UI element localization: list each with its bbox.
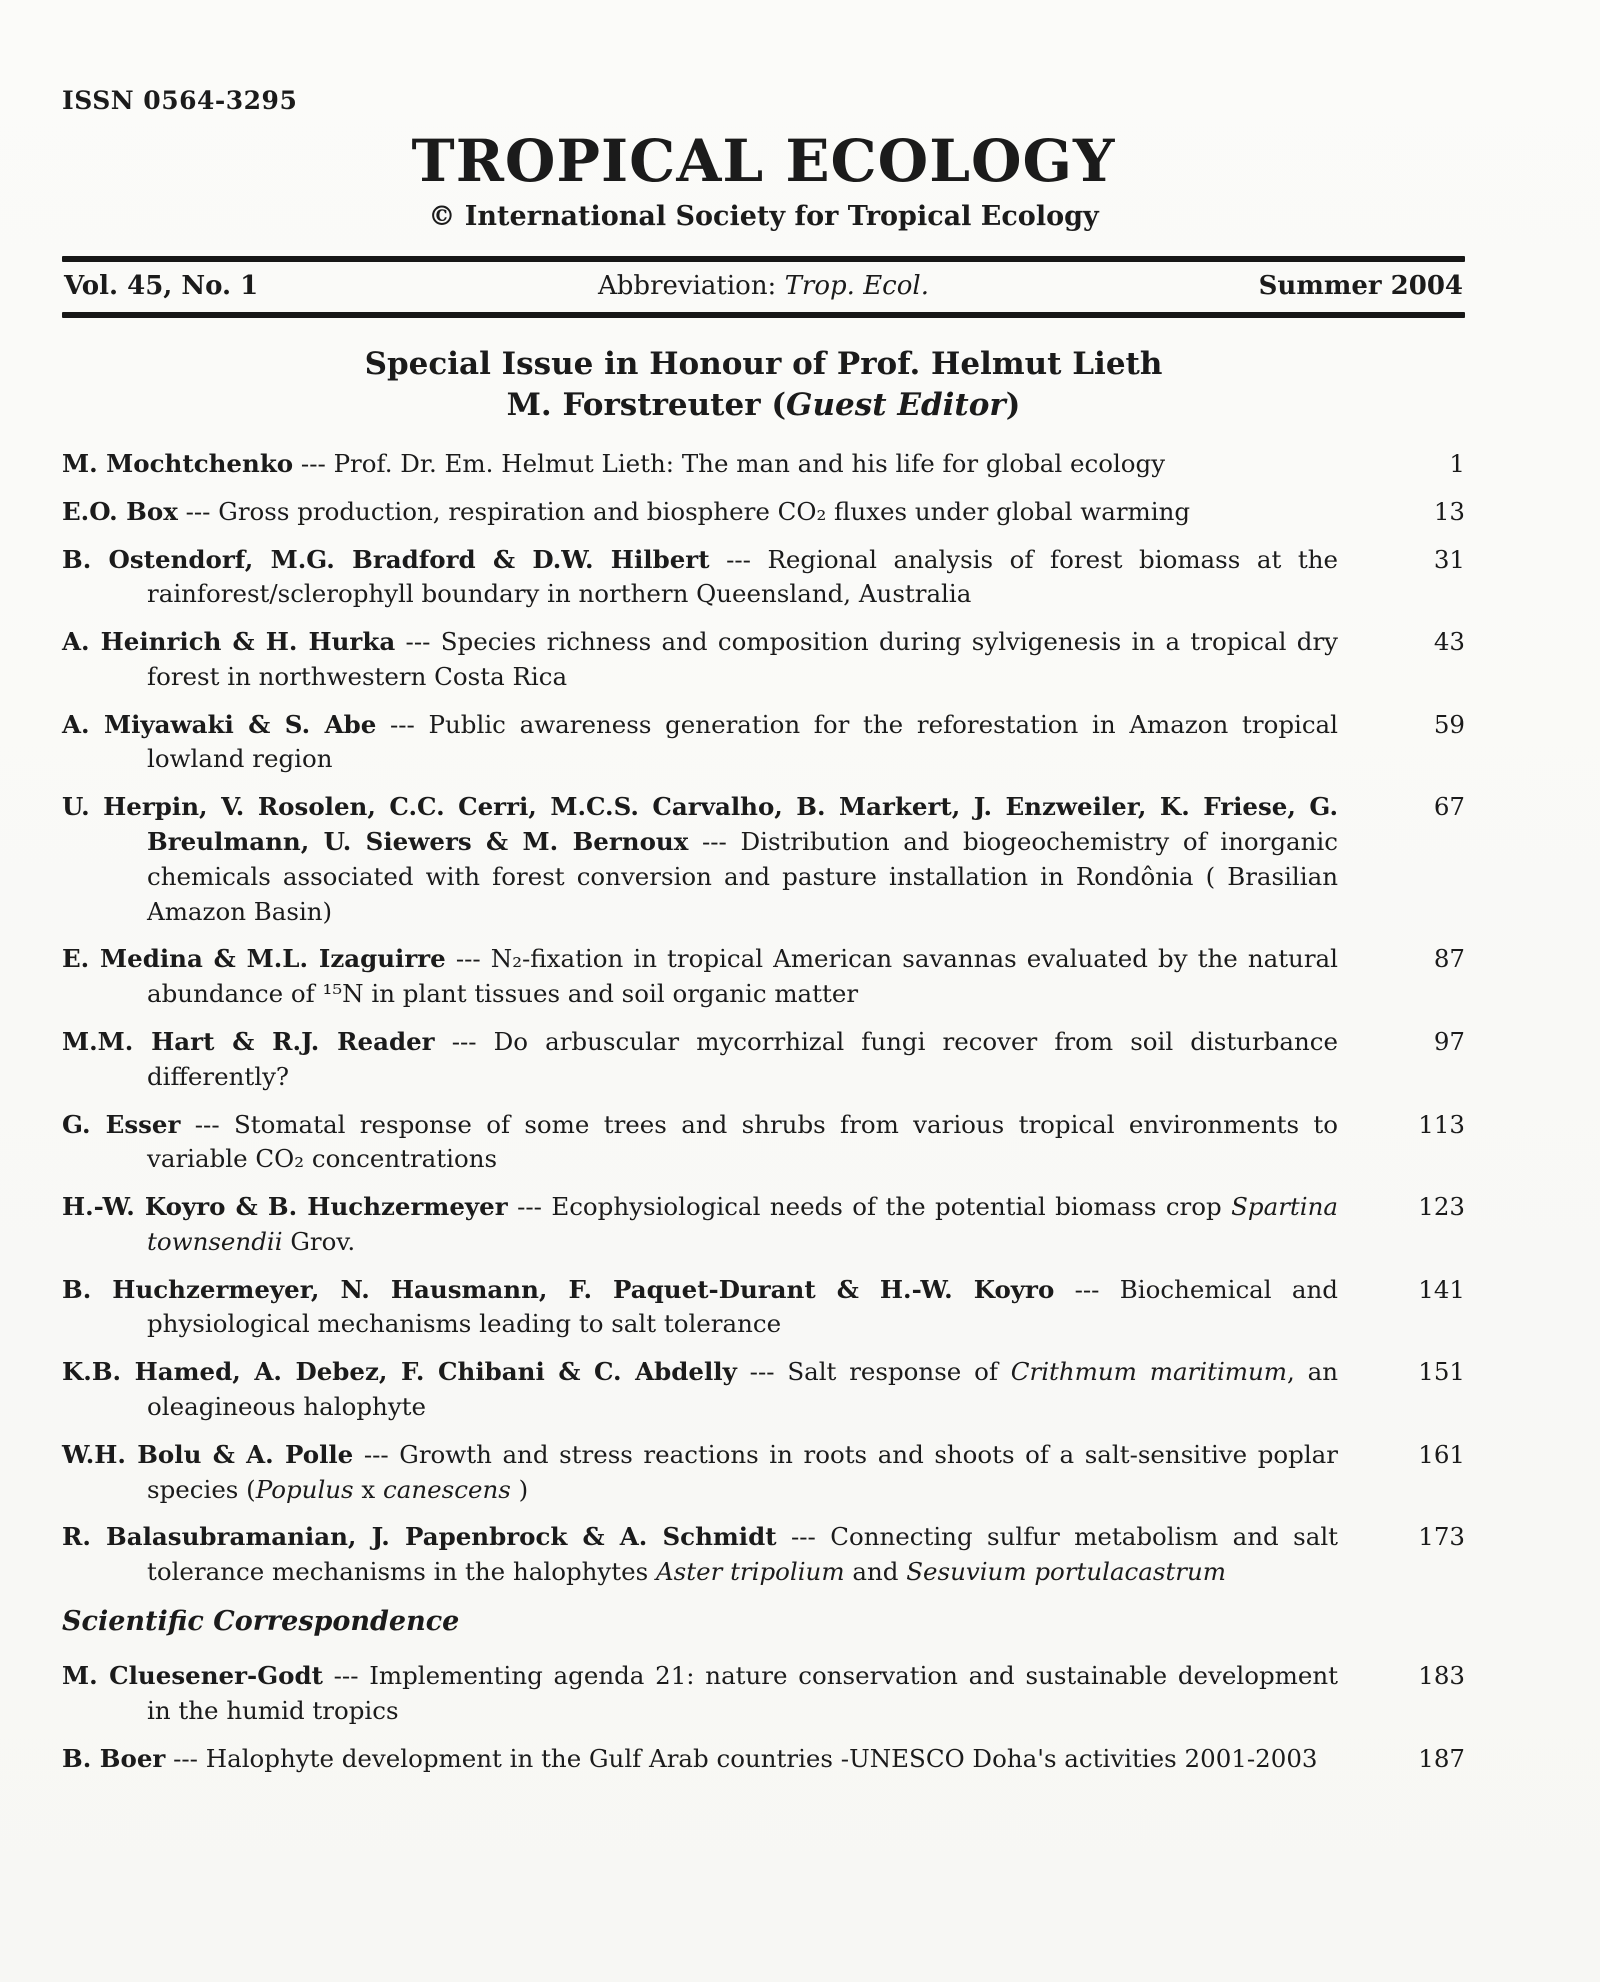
entry-authors: E.O. Box (62, 496, 178, 526)
volume-number: Vol. 45, No. 1 (64, 271, 259, 301)
entry-text (62, 1438, 1338, 1508)
entry-separator: --- (165, 1743, 206, 1773)
entry-authors: M. Mochtchenko (62, 449, 294, 478)
toc-entry (62, 942, 1465, 1012)
entry-text (62, 1108, 1338, 1178)
entry-text (62, 1659, 1338, 1729)
toc-entry (62, 1520, 1465, 1590)
entry-page-number: 123 (1418, 1192, 1465, 1222)
entry-authors: H.-W. Koyro & B. Huchzermeyer (62, 1192, 508, 1222)
entry-title: Distribution and biogeochemistry of inorganic chemicals associated with forest conversion and pasture installation in Rondônia ( Brasilian Amazon Basin) (147, 827, 1338, 926)
entry-page-number: 183 (1418, 1661, 1465, 1691)
entry-page-number: 1 (1449, 449, 1465, 478)
entry-page-number: 87 (1433, 944, 1465, 974)
entry-text (62, 708, 1338, 778)
toc-entry (62, 447, 1465, 482)
entry-title: Salt response of Crithmum maritimum, an oleagineous halophyte (147, 1357, 1339, 1421)
entry-title: Ecophysiological needs of the potential biomass crop Spartina townsendii Grov. (147, 1192, 1338, 1256)
entry-separator: --- (1054, 1274, 1120, 1304)
entry-title: N₂-fixation in tropical American savannas evaluated by the natural abundance of ¹⁵N in plant tissues and soil organic matter (147, 944, 1338, 1009)
correspondence-list (62, 1659, 1465, 1776)
entry-text (62, 495, 1338, 530)
entry-authors: A. Miyawaki & S. Abe (62, 709, 377, 739)
entry-text (62, 942, 1338, 1012)
entry-title: Growth and stress reactions in roots and shoots of a salt-sensitive poplar species (Populus x canescens ) (147, 1439, 1338, 1504)
entry-title: Implementing agenda 21: nature conservation and sustainable development in the humid tropics (147, 1661, 1338, 1725)
entry-separator: --- (353, 1439, 400, 1469)
toc-entry (62, 1438, 1465, 1508)
issue-info-bar (62, 262, 1465, 312)
entry-title: Connecting sulfur metabolism and salt tolerance mechanisms in the halophytes Aster tripolium and Sesuvium portulacastrum (147, 1522, 1338, 1587)
toc-entry (62, 1659, 1465, 1729)
entry-page-number: 173 (1418, 1522, 1465, 1552)
entry-title: Biochemical and physiological mechanisms leading to salt tolerance (147, 1274, 1338, 1339)
entry-title: Stomatal response of some trees and shrubs from various tropical environments to variable CO₂ concentrations (147, 1109, 1338, 1174)
toc-entry (62, 543, 1465, 613)
toc-entry (62, 1025, 1465, 1095)
issn-label: ISSN 0564-3295 (62, 86, 298, 115)
entry-authors: G. Esser (62, 1109, 181, 1139)
entry-authors: B. Huchzermeyer, N. Hausmann, F. Paquet-Durant & H.-W. Koyro (62, 1274, 1055, 1304)
entry-title: Prof. Dr. Em. Helmut Lieth: The man and his life for global ecology (333, 449, 1166, 478)
toc-entry (62, 625, 1465, 695)
entry-text (62, 625, 1338, 695)
toc-entry (62, 1273, 1465, 1343)
toc-entry (62, 708, 1465, 778)
entry-authors: K.B. Hamed, A. Debez, F. Chibani & C. Abdelly (62, 1357, 737, 1387)
entry-text (62, 1742, 1338, 1777)
entry-separator: --- (395, 627, 441, 657)
entry-title: Gross production, respiration and biosphere CO₂ fluxes under global warming (218, 496, 1191, 526)
entry-separator: --- (736, 1357, 788, 1387)
guest-editor-line: M. Forstreuter (Guest Editor) (506, 387, 1021, 423)
entry-separator: --- (688, 827, 741, 857)
entry-page-number: 113 (1418, 1109, 1465, 1139)
abbreviation-value: Trop. Ecol. (784, 271, 929, 301)
entry-page-number: 187 (1418, 1743, 1465, 1773)
entry-authors: B. Boer (62, 1743, 166, 1773)
abbreviation (501, 271, 1026, 301)
entry-separator: --- (434, 1026, 494, 1056)
entry-separator: --- (177, 496, 219, 526)
entry-authors: M. Cluesener-Godt (62, 1661, 323, 1691)
toc-entry (62, 1355, 1465, 1425)
entry-authors: A. Heinrich & H. Hurka (62, 627, 396, 657)
entry-text (62, 790, 1338, 929)
entry-text (62, 447, 1338, 482)
toc-entry (62, 1742, 1465, 1777)
toc-entry (62, 1108, 1465, 1178)
toc-entry (62, 1190, 1465, 1260)
season-year: Summer 2004 (1258, 271, 1463, 301)
entry-page-number: 67 (1433, 792, 1465, 822)
entry-page-number: 161 (1418, 1439, 1465, 1469)
society-line: © International Society for Tropical Ecology (428, 201, 1099, 232)
bottom-rule (62, 312, 1465, 318)
entry-authors: W.H. Bolu & A. Polle (62, 1439, 354, 1469)
entry-authors: U. Herpin, V. Rosolen, C.C. Cerri, M.C.S. Carvalho, B. Markert, J. Enzweiler, K. Friese, G. Breulmann, U. Siewers & M. Bernoux (62, 792, 1338, 857)
entry-page-number: 31 (1433, 544, 1465, 574)
entry-separator: --- (507, 1192, 552, 1222)
entry-page-number: 151 (1418, 1357, 1465, 1387)
abbreviation-label: Abbreviation: (598, 271, 777, 301)
entry-text (62, 1025, 1338, 1095)
entry-title: Do arbuscular mycorrhizal fungi recover from soil disturbance differently? (147, 1026, 1338, 1091)
section-heading-scientific-correspondence: Scientific Correspondence (62, 1605, 460, 1637)
entry-separator: --- (376, 709, 429, 739)
entry-text (62, 1273, 1338, 1343)
articles-list (62, 447, 1465, 1590)
entry-text (62, 1355, 1338, 1425)
special-issue-heading: Special Issue in Honour of Prof. Helmut Lieth (364, 346, 1163, 382)
entry-separator: --- (776, 1522, 831, 1552)
entry-text (62, 1190, 1338, 1260)
entry-page-number: 141 (1418, 1274, 1465, 1304)
entry-separator: --- (180, 1109, 234, 1139)
toc-entry (62, 790, 1465, 929)
entry-page-number: 59 (1433, 709, 1465, 739)
entry-title: Halophyte development in the Gulf Arab countries -UNESCO Doha's activities 2001-2003 (205, 1743, 1318, 1773)
toc-entry (62, 495, 1465, 530)
entry-page-number: 97 (1433, 1026, 1465, 1056)
entry-text (62, 543, 1338, 613)
entry-page-number: 43 (1433, 627, 1465, 657)
entry-title: Public awareness generation for the reforestation in Amazon tropical lowland region (147, 709, 1339, 774)
entry-page-number: 13 (1433, 496, 1465, 526)
entry-authors: E. Medina & M.L. Izaguirre (62, 944, 446, 974)
entry-separator: --- (445, 944, 491, 974)
entry-title: Species richness and composition during sylvigenesis in a tropical dry forest in northwestern Costa Rica (147, 627, 1338, 691)
entry-authors: R. Balasubramanian, J. Papenbrock & A. Schmidt (62, 1522, 777, 1552)
entry-separator: --- (293, 449, 334, 478)
entry-authors: M.M. Hart & R.J. Reader (62, 1026, 435, 1056)
journal-title: TROPICAL ECOLOGY (411, 127, 1116, 195)
table-of-contents (62, 447, 1465, 1777)
entry-authors: B. Ostendorf, M.G. Bradford & D.W. Hilbert (62, 544, 710, 574)
entry-text (62, 1520, 1338, 1590)
entry-separator: --- (322, 1661, 370, 1691)
entry-title: Regional analysis of forest biomass at the rainforest/sclerophyll boundary in northern Queensland, Australia (147, 544, 1338, 609)
entry-separator: --- (709, 544, 768, 574)
